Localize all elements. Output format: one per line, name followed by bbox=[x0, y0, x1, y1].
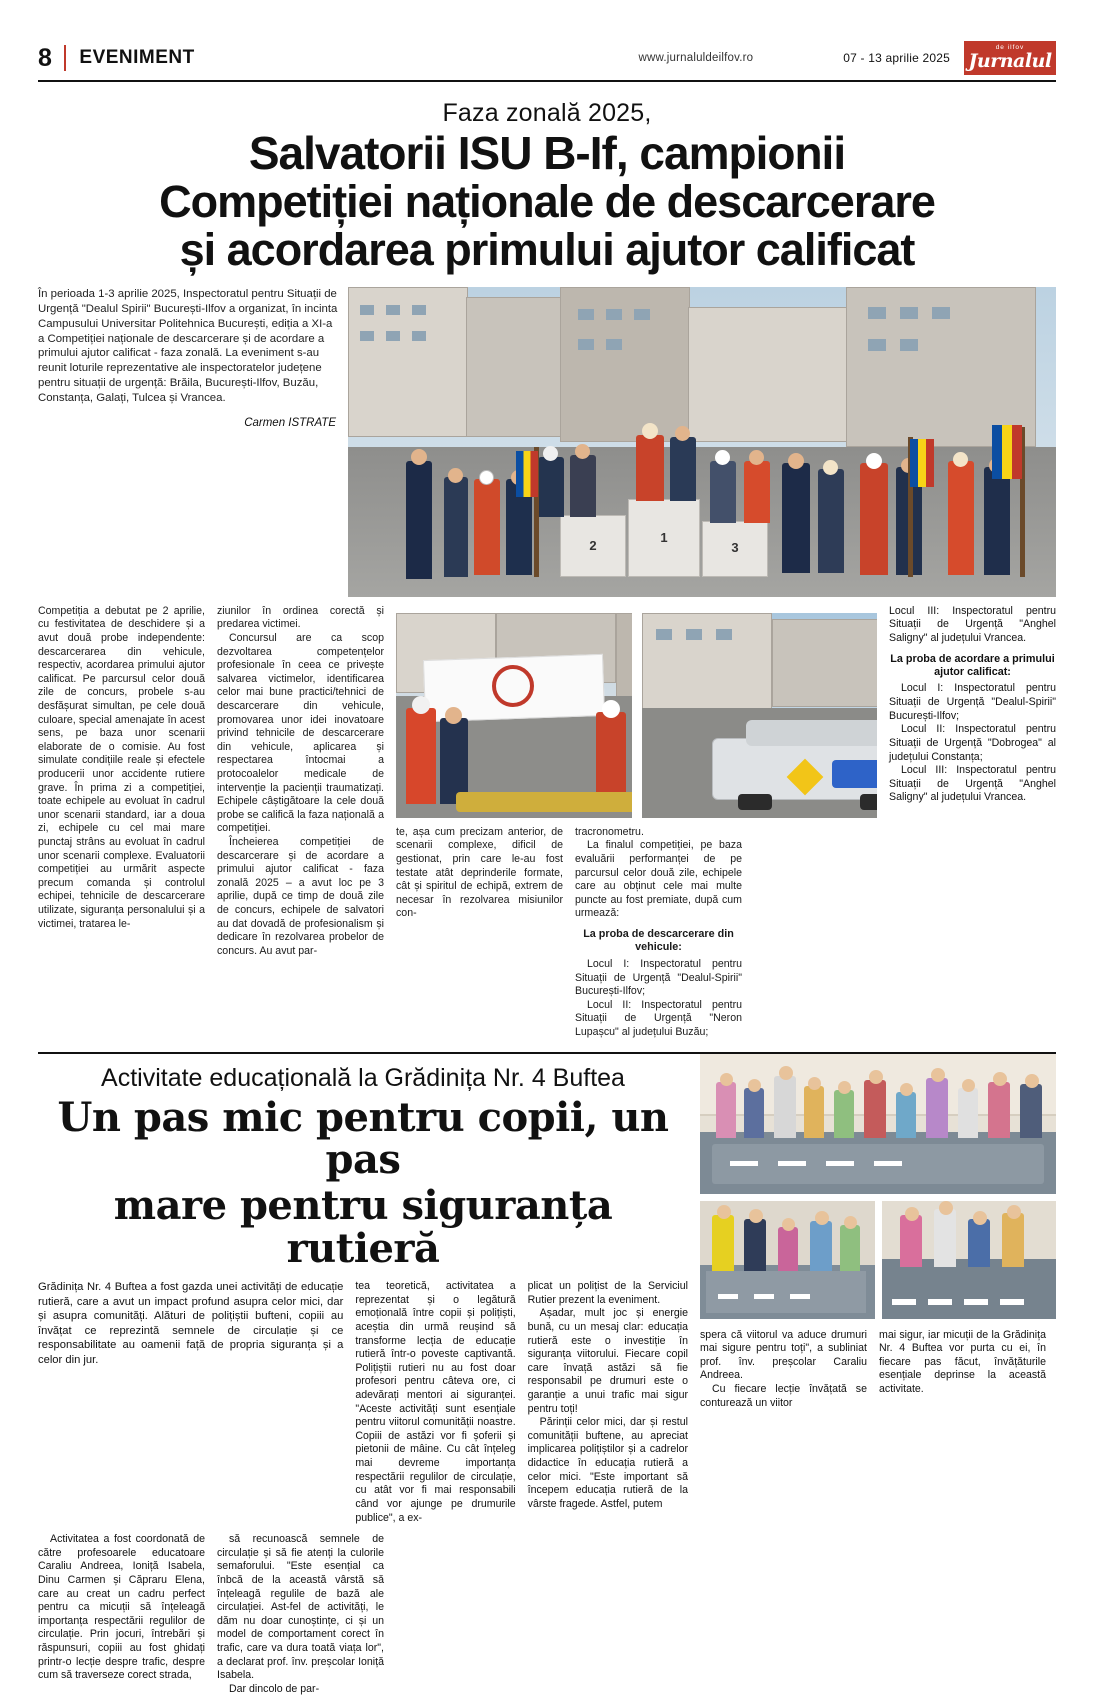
result-item: Locul I: Inspectoratul pentru Situații de Urgență "Dealul-Spirii" București-Ilfov; bbox=[889, 682, 1056, 722]
article1-results-column bbox=[889, 605, 1056, 1040]
page-number: 8 bbox=[38, 43, 52, 72]
article2-upper-columns bbox=[38, 1280, 688, 1525]
paragraph: Concursul are ca scop dezvoltarea competențelor profesionale în ceea ce privește salvarea victimelor, identificarea celor mai bune practici/tehnici de descarcerare din vehicule, promovarea unor idei inovatoare privind tehnicile de descarcerare din vehicule, aplicarea și respectarea întocmai a protocoalelor medicale de intervenție la pacienții traumatizați. Echipele câștigătoare la cele două probe se califică la faza națională a competiției. bbox=[217, 631, 384, 835]
article2-column-6 bbox=[879, 1329, 1046, 1411]
article2-column-5 bbox=[700, 1329, 867, 1411]
masthead bbox=[38, 40, 1056, 82]
article1-subhead-1: La proba de descarcerare din vehicule: bbox=[583, 927, 734, 954]
article2-photo-stack bbox=[700, 1054, 1056, 1696]
article1-headline-line2: Competiției naționale de descarcerare bbox=[159, 175, 935, 227]
article1-top-block bbox=[38, 287, 1056, 597]
result-item-continued: Locul III: Inspectoratul pentru Situații de Urgență "Anghel Saligny" al județului Vrancea. bbox=[889, 604, 1056, 644]
article2-column-2 bbox=[217, 1533, 384, 1696]
result-item: Locul III: Inspectoratul pentru Situații de Urgență "Anghel Saligny" al județului Vrancea. bbox=[889, 764, 1056, 804]
article1-subhead-2: La proba de acordare a primului ajutor calificat: bbox=[890, 652, 1055, 678]
article2-photo-bottom-right bbox=[882, 1201, 1057, 1319]
logo-subtitle: de ilfov bbox=[995, 43, 1025, 51]
article2-left-block bbox=[38, 1054, 688, 1696]
article1-lead: În perioada 1-3 aprilie 2025, Inspectoratul pentru Situații de Urgență "Dealul Spirii" București-Ilfov a organizat, în incinta Campusului Universitar Politehnica București, ediția a XI-a a Competiției naționale de descarcerare și de acordare a primului ajutor calificat - faza zonală. La eveniment s-au reunit loturile reprezentative ale inspectoratelor județene pentru situații de urgență: Brăila, București-Ilfov, Buzău, Constanța, Galați, Tulcea și Vrancea. bbox=[38, 287, 338, 405]
article1-bottom-columns bbox=[396, 826, 877, 1040]
article1-column-3 bbox=[396, 826, 563, 1040]
paragraph: tracronometru. bbox=[575, 825, 644, 838]
paragraph: tea teoretică, activitatea a reprezentat și o legătură emoțională între copii și polițiști, aceștia din urmă reușind să transforme lecția de educație rutieră într-o poveste captivantă. Polițiștii rutieri nu au fost doar profesori pentru câteva ore, ci adevărați mentori ai siguranței. "Aceste activități sunt esențiale pentru viitorul comunității noastre. Copiii de astăzi vor fi șoferii și pietonii de mâine. Cu cât înțeleg mai devreme importanța respectării regulilor de circulație, cu atât vor fi mai responsabili când vor ajunge pe drumurile publice", a ex- bbox=[355, 1280, 516, 1524]
article1-photo-left bbox=[396, 613, 632, 818]
podium-place-2: 2 bbox=[560, 515, 626, 577]
paragraph: să recunoască semnele de circulație și să fie atenți la culorile semaforului. "Este esențial ca înbcă de la această vârstă să înțeleagă regulile de bază ale circulației. Ast-fel de activități, le dăm nu doar cunoștințe, ci și un model de comportament corect în trafic, care va dura toată viața lor", a declarat prof. înv. preșcolar Ioniță Isabela. bbox=[217, 1533, 384, 1682]
paragraph: La finalul competiției, pe baza evaluării performanței de pe parcursul celor două zile, echipele care au obținut cele mai multe puncte au fost premiate, după cum urmează: bbox=[575, 839, 742, 920]
paragraph: Încheierea competiției de descarcerare și de acordare a primului ajutor calificat - faza zonală 2025 – a avut loc pe 3 aprilie, după ce timp de două zile de concurs, echipele de salvatori au dat dovadă de profesionalism și dedicare în rezolvarea probelor de concurs. Au avut par- bbox=[217, 836, 384, 957]
result-item: Locul I: Inspectoratul pentru Situații de Urgență "Dealul-Spirii" București-Ilfov; bbox=[575, 957, 742, 998]
article2-photo-bottom-left bbox=[700, 1201, 875, 1319]
paragraph: spera că viitorul va aduce drumuri mai sigure pentru toți", a subliniat prof. înv. preșcolar Caraliu Andreea. bbox=[700, 1328, 867, 1382]
article2-headline-line2: mare pentru siguranța rutieră bbox=[113, 1182, 613, 1272]
website-url[interactable]: www.jurnaluldeilfov.ro bbox=[638, 52, 754, 64]
result-item: Locul II: Inspectoratul pentru Situații de Urgență "Neron Lupașcu" al județului Buzău; bbox=[575, 998, 742, 1038]
article1-byline: Carmen ISTRATE bbox=[244, 417, 336, 430]
paragraph: mai sigur, iar micuții de la Grădinița Nr. 4 Buftea vor purta cu ei, în fiecare pas făcut, învățăturile esențiale deprinse la această activitate. bbox=[879, 1328, 1046, 1396]
article2-lower-columns bbox=[38, 1533, 688, 1696]
article2-photo-top bbox=[700, 1054, 1056, 1194]
article1-lower-block bbox=[396, 605, 877, 1040]
article1-column-4 bbox=[575, 826, 742, 1040]
issue-date: 07 - 13 aprilie 2025 bbox=[843, 51, 950, 65]
paragraph: Grădinița Nr. 4 Buftea a fost gazda unei activități de educație rutieră, care a avut un impact profund asupra celor mici, dar și asupra comunități. Alături de polițiștii bufteni, copiii au învățat ce reprezintă semnele de circulație și ce responsabilitate au oamenii față de propria siguranța și a celor din jur. bbox=[38, 1281, 344, 1366]
article2-lead bbox=[38, 1280, 343, 1525]
article1-lead-block bbox=[38, 287, 338, 597]
paragraph: Dar dincolo de par- bbox=[229, 1682, 320, 1695]
article1-column-2 bbox=[217, 605, 384, 1040]
paragraph: Activitatea a fost coordonată de către profesoarele educatoare Caraliu Andreea, Ioniță Isabela, Dinu Carmen și Căpraru Elena, care au creat un cadru perfect pentru ca micuții să înțeleagă importanța respectării regulilor de circulație. Prin jocuri, întrebări și răspunsuri, copiii au fost ghidați printr-o lecție despre trafic, despre cum să traverseze corect strada, bbox=[38, 1533, 205, 1682]
paragraph: te, așa cum precizam anterior, de scenarii complexe, dificil de gestionat, prin care le-au fost testate atât deprinderile formate, cât și spiritul de echipă, extrem de necesar în rezolvarea misiunilor con- bbox=[396, 825, 563, 920]
article1-photo-row bbox=[396, 613, 877, 818]
article2-photo-row bbox=[700, 1201, 1056, 1319]
article2-column-4-top bbox=[528, 1280, 688, 1525]
article1-kicker: Faza zonală 2025, bbox=[442, 99, 652, 127]
result-item: Locul II: Inspectoratul pentru Situații de Urgență "Dobrogea" al județului Constanța; bbox=[889, 723, 1056, 763]
article2-right-columns bbox=[700, 1329, 1056, 1411]
article2 bbox=[38, 1054, 1056, 1696]
article2-headline-line1: Un pas mic pentru copii, un pas bbox=[57, 1093, 669, 1183]
article2-column-1 bbox=[38, 1533, 205, 1696]
paragraph: Cu fiecare lecție învățată se conturează un viitor bbox=[700, 1383, 867, 1409]
article1-headline-line1: Salvatorii ISU B-If, campionii bbox=[248, 127, 846, 179]
paragraph: Părinții celor mici, dar și restul comunității buftene, au apreciat implicarea polițiștilor și a cadrelor didactice în educația rutieră a celor mici. "Este important să începem educația rutieră de la vârste fragede. Astfel, putem bbox=[527, 1416, 688, 1510]
paragraph: plicat un polițist de la Serviciul Rutier prezent la eveniment. bbox=[527, 1280, 688, 1306]
paragraph: Așadar, mult joc și energie bună, cu un mesaj clar: educația rutieră este o investiție în siguranța viitorului. Fiecare copil care învață astăzi să fie responsabil pe drumuri este o garanție a unui trafic mai sigur pentru toți! bbox=[527, 1307, 688, 1415]
logo-title: Jurnalul bbox=[968, 50, 1052, 73]
section-label: EVENIMENT bbox=[79, 47, 195, 68]
article2-kicker: Activitate educațională la Grădinița Nr. 4 Buftea bbox=[101, 1063, 625, 1092]
paragraph: ziunilor în ordinea corectă și predarea victimei. bbox=[217, 604, 384, 631]
article2-column-3-top bbox=[355, 1280, 515, 1525]
article1-headline-line3: și acordarea primului ajutor calificat bbox=[179, 223, 915, 275]
podium-place-3: 3 bbox=[702, 521, 768, 577]
article1-column-1 bbox=[38, 605, 205, 1040]
article1-columns bbox=[38, 605, 1056, 1040]
paragraph: Competiția a debutat pe 2 aprilie, cu festivitatea de deschidere și a avut două probe independente: descarcerarea din vehicule, respectiv, acordarea primului ajutor calificat. Pe parcursul celor două zile de concurs, probele s-au desfășurat simultan, pe cele două culoare, special amenajate în acest sens, pe baza unor scenarii elaborate de o comisie. Au fost simulate condițiile reale și efectele producerii unor accidente rutiere grave. În prima zi a competiției, toate echipele au evoluat în cadrul unor scenarii standard, iar a doua zi, echipele cu cel mai mare punctaj strâns au evoluat în cadrul unor scenarii complexe. Evaluatorii competiției au urmărit aspecte precum comanda și controlul echipei, tehnicile de descarcerare utilizate, siguranța personalului și a victimei, tratarea le- bbox=[38, 604, 205, 930]
podium-place-1: 1 bbox=[628, 499, 700, 577]
article1-main-photo bbox=[348, 287, 1056, 597]
publication-logo[interactable] bbox=[964, 41, 1056, 75]
article1-photo-right bbox=[642, 613, 878, 818]
masthead-divider bbox=[64, 45, 66, 71]
